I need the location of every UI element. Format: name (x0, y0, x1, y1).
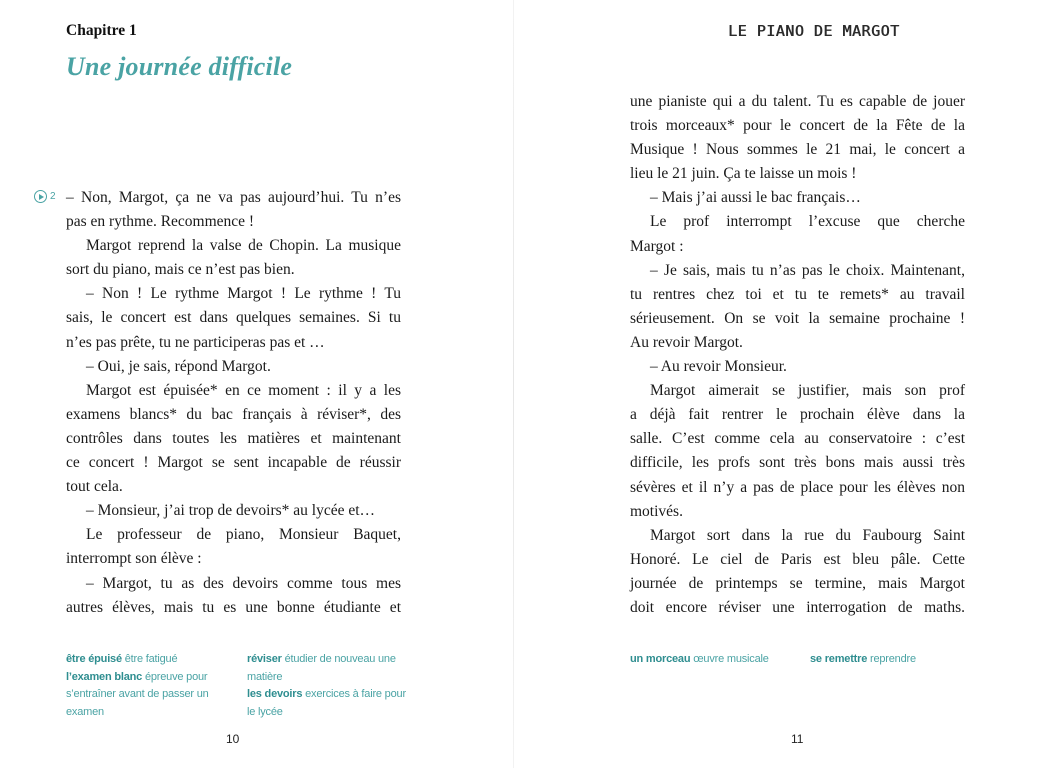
play-icon[interactable] (34, 190, 47, 203)
text-line: interrompt son élève : (66, 550, 202, 568)
text-line: – Margot, tu as des devoirs comme tous mes (86, 574, 401, 592)
glossary-entry (247, 704, 406, 722)
text-line: autres élèves, mais tu es une bonne étudiante et (66, 598, 401, 616)
glossary-definition: œuvre musicale (693, 653, 769, 665)
glossary-entry (66, 669, 209, 687)
text-line: – Oui, je sais, répond Margot. (86, 357, 271, 375)
glossary-column-1 (66, 651, 209, 721)
page-number: 11 (791, 732, 804, 746)
text-line: Honoré. Le ciel de Paris est bleu pâle. Cette (630, 550, 965, 568)
text-line: Margot reprend la valse de Chopin. La musique (86, 237, 401, 255)
text-line: n’es pas prête, tu ne participeras pas et … (66, 333, 325, 351)
text-line: Le professeur de piano, Monsieur Baquet, (86, 526, 401, 544)
audio-track-marker[interactable] (34, 190, 56, 203)
glossary-entry (247, 686, 406, 704)
text-line: Le prof interrompt l’excuse que cherche (650, 213, 965, 231)
glossary-term: un morceau (630, 653, 691, 665)
text-line: salle. C’est comme cela au conservatoire : c’est (630, 430, 965, 448)
text-line: trois morceaux* pour le concert de la Fête de la (630, 117, 965, 135)
left-body-text (66, 186, 401, 620)
glossary-definition: le lycée (247, 705, 283, 718)
glossary-term: se remettre (810, 653, 868, 665)
glossary-term: l’examen blanc (66, 670, 143, 683)
text-line: – Je sais, mais tu n’as pas le choix. Maintenant, (650, 261, 965, 279)
glossary-entry (66, 651, 209, 669)
right-page (514, 0, 1040, 768)
text-line: Musique ! Nous sommes le 21 mai, le concert a (630, 141, 965, 159)
text-line: lieu le 21 juin. Ça te laisse un mois ! (630, 165, 857, 183)
chapter-title: Une journée difficile (66, 52, 293, 81)
glossary-definition: être fatigué (124, 653, 178, 665)
left-page (0, 0, 514, 768)
running-head: LE PIANO DE MARGOT (728, 22, 900, 40)
glossary-definition: examen (66, 705, 104, 718)
text-line: pas en rythme. Recommence ! (66, 213, 255, 231)
glossary-entry (810, 651, 916, 669)
glossary-entry (66, 686, 209, 704)
text-line: – Non, Margot, ça ne va pas aujourd’hui. Tu n’es (66, 189, 401, 206)
glossary-entry (247, 669, 406, 687)
text-line: tout cela. (66, 478, 123, 496)
text-line: journée de printemps se termine, mais Margot (630, 574, 965, 592)
track-number: 2 (50, 191, 56, 202)
text-line: une pianiste qui a du talent. Tu es capable de jouer (630, 93, 965, 110)
text-line: sévères et il n’y a pas de place pour les élèves non (630, 478, 965, 496)
text-line: – Mais j’ai aussi le bac français… (650, 189, 861, 207)
text-line: – Monsieur, j’ai trop de devoirs* au lycée et… (86, 502, 376, 520)
text-line: sort du piano, mais ce n’est pas bien. (66, 261, 295, 279)
glossary-term: les devoirs (247, 688, 303, 700)
chapter-label: Chapitre 1 (66, 22, 137, 39)
glossary-entry (630, 651, 769, 669)
text-line: examens blancs* du bac français à réviser*, des (66, 405, 401, 423)
text-line: Margot est épuisée* en ce moment : il y a les (86, 381, 401, 399)
glossary-term: réviser (247, 653, 282, 665)
text-line: sais, le concert est dans quelques semaines. Si tu (66, 309, 401, 327)
glossary-definition: épreuve pour (144, 670, 208, 683)
glossary-entry (247, 651, 406, 669)
glossary-definition: reprendre (869, 653, 916, 665)
text-line: ce concert ! Margot se sent incapable de réussir (66, 454, 401, 472)
text-line: a déjà fait rentrer le prochain élève dans la (630, 406, 965, 424)
glossary-definition: exercices à faire pour (305, 688, 406, 700)
glossary-definition: matière (247, 670, 283, 683)
glossary-column-2 (810, 651, 916, 669)
text-line: – Au revoir Monsieur. (650, 358, 787, 376)
text-line: Margot sort dans la rue du Faubourg Saint (650, 526, 965, 544)
text-line: tu rentres chez toi et tu te remets* au travail (630, 285, 965, 303)
text-line: – Non ! Le rythme Margot ! Le rythme ! Tu (86, 285, 401, 303)
glossary-entry (66, 704, 209, 722)
glossary-term: être épuisé (66, 653, 122, 665)
glossary-definition: étudier de nouveau une (284, 653, 396, 665)
page-number: 10 (226, 732, 240, 746)
text-line: Margot : (630, 237, 684, 255)
right-body-text (630, 90, 965, 620)
text-line: Au revoir Margot. (630, 333, 743, 351)
text-line: Margot aimerait se justifier, mais son prof (650, 382, 965, 400)
text-line: sérieusement. On se voit la semaine prochaine ! (630, 309, 965, 327)
glossary-column-2 (247, 651, 406, 721)
glossary-definition: s’entraîner avant de passer un (66, 688, 209, 700)
glossary-column-1 (630, 651, 769, 669)
text-line: difficile, les profs sont très bons mais aussi très (630, 454, 965, 472)
text-line: contrôles dans toutes les matières et maintenant (66, 429, 401, 447)
text-line: doit encore réviser une interrogation de maths. (630, 598, 965, 616)
text-line: motivés. (630, 502, 683, 520)
